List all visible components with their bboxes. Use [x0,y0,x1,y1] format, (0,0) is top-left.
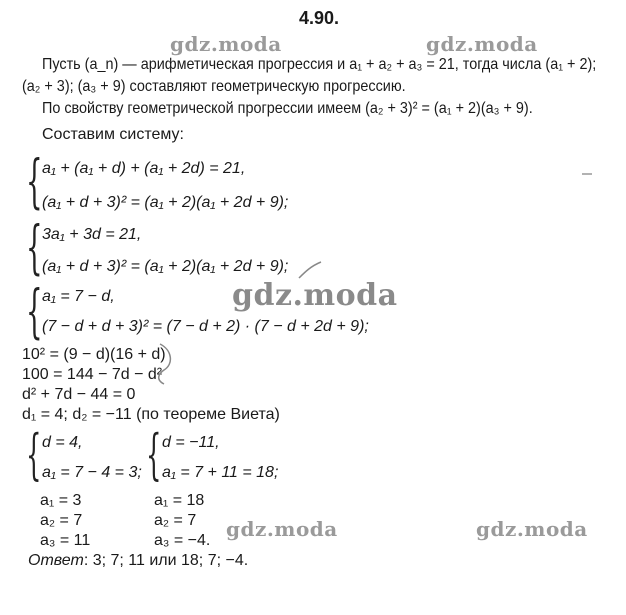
case1-brace: { [26,423,42,486]
step-1: 10² = (9 − d)(16 + d) [22,346,166,363]
system1-eq-1: a₁ + (a₁ + d) + (a₁ + 2d) = 21, [42,160,246,177]
step-3: d² + 7d − 44 = 0 [22,386,136,403]
watermark: gdz.moda [232,278,398,313]
intro-line-4: Составим систему: [42,126,184,143]
pencil-scribble [150,340,180,386]
intro-line-2: (a₂ + 3); (a₃ + 9) составляют геометрическую прогрессию. [22,78,406,95]
step-2: 100 = 144 − 7d − d² [22,366,163,383]
pencil-scribble [580,170,594,178]
system1-eq-2: (a₁ + d + 3)² = (a₁ + 2)(a₁ + 2d + 9); [42,194,289,211]
case2-brace: { [146,423,162,486]
system2-eq-2: (a₁ + d + 3)² = (a₁ + 2)(a₁ + 2d + 9); [42,258,289,275]
system-brace: { [26,213,43,281]
case2-eq-2: a₁ = 7 + 11 = 18; [162,464,279,481]
case1-eq-1: d = 4, [42,434,83,451]
system2-eq-1: 3a₁ + 3d = 21, [42,226,142,243]
case1-value-a1: a₁ = 3 [40,492,82,509]
watermark: gdz.moda [226,517,338,541]
answer-label: Ответ [28,552,84,569]
case1-eq-2: a₁ = 7 − 4 = 3; [42,464,142,481]
case2-value-a2: a₂ = 7 [154,512,197,529]
system-brace: { [26,277,43,345]
case1-value-a2: a₂ = 7 [40,512,83,529]
watermark: gdz.moda [476,517,588,541]
step-4: d₁ = 4; d₂ = −11 (по теореме Виета) [22,406,280,423]
problem-number: 4.90. [299,8,340,28]
case2-eq-1: d = −11, [162,434,220,451]
answer-line [28,552,248,570]
intro-line-1: Пусть (a_n) — арифметическая прогрессия и a₁ + a₂ + a₃ = 21, тогда числа (a₁ + 2); [42,56,597,73]
pencil-scribble [295,258,325,282]
case2-value-a3: a₃ = −4. [154,532,211,549]
watermark: gdz.moda [170,32,282,56]
case1-value-a3: a₃ = 11 [40,532,91,549]
answer-text: : 3; 7; 11 или 18; 7; −4. [83,552,249,569]
system-brace: { [26,147,43,215]
system3-eq-2: (7 − d + d + 3)² = (7 − d + 2) · (7 − d + 2d + 9); [42,318,369,335]
case2-value-a1: a₁ = 18 [154,492,205,509]
system3-eq-1: a₁ = 7 − d, [42,288,115,305]
intro-line-3: По свойству геометрической прогрессии имеем (a₂ + 3)² = (a₁ + 2)(a₃ + 9). [42,100,533,117]
watermark: gdz.moda [426,32,538,56]
